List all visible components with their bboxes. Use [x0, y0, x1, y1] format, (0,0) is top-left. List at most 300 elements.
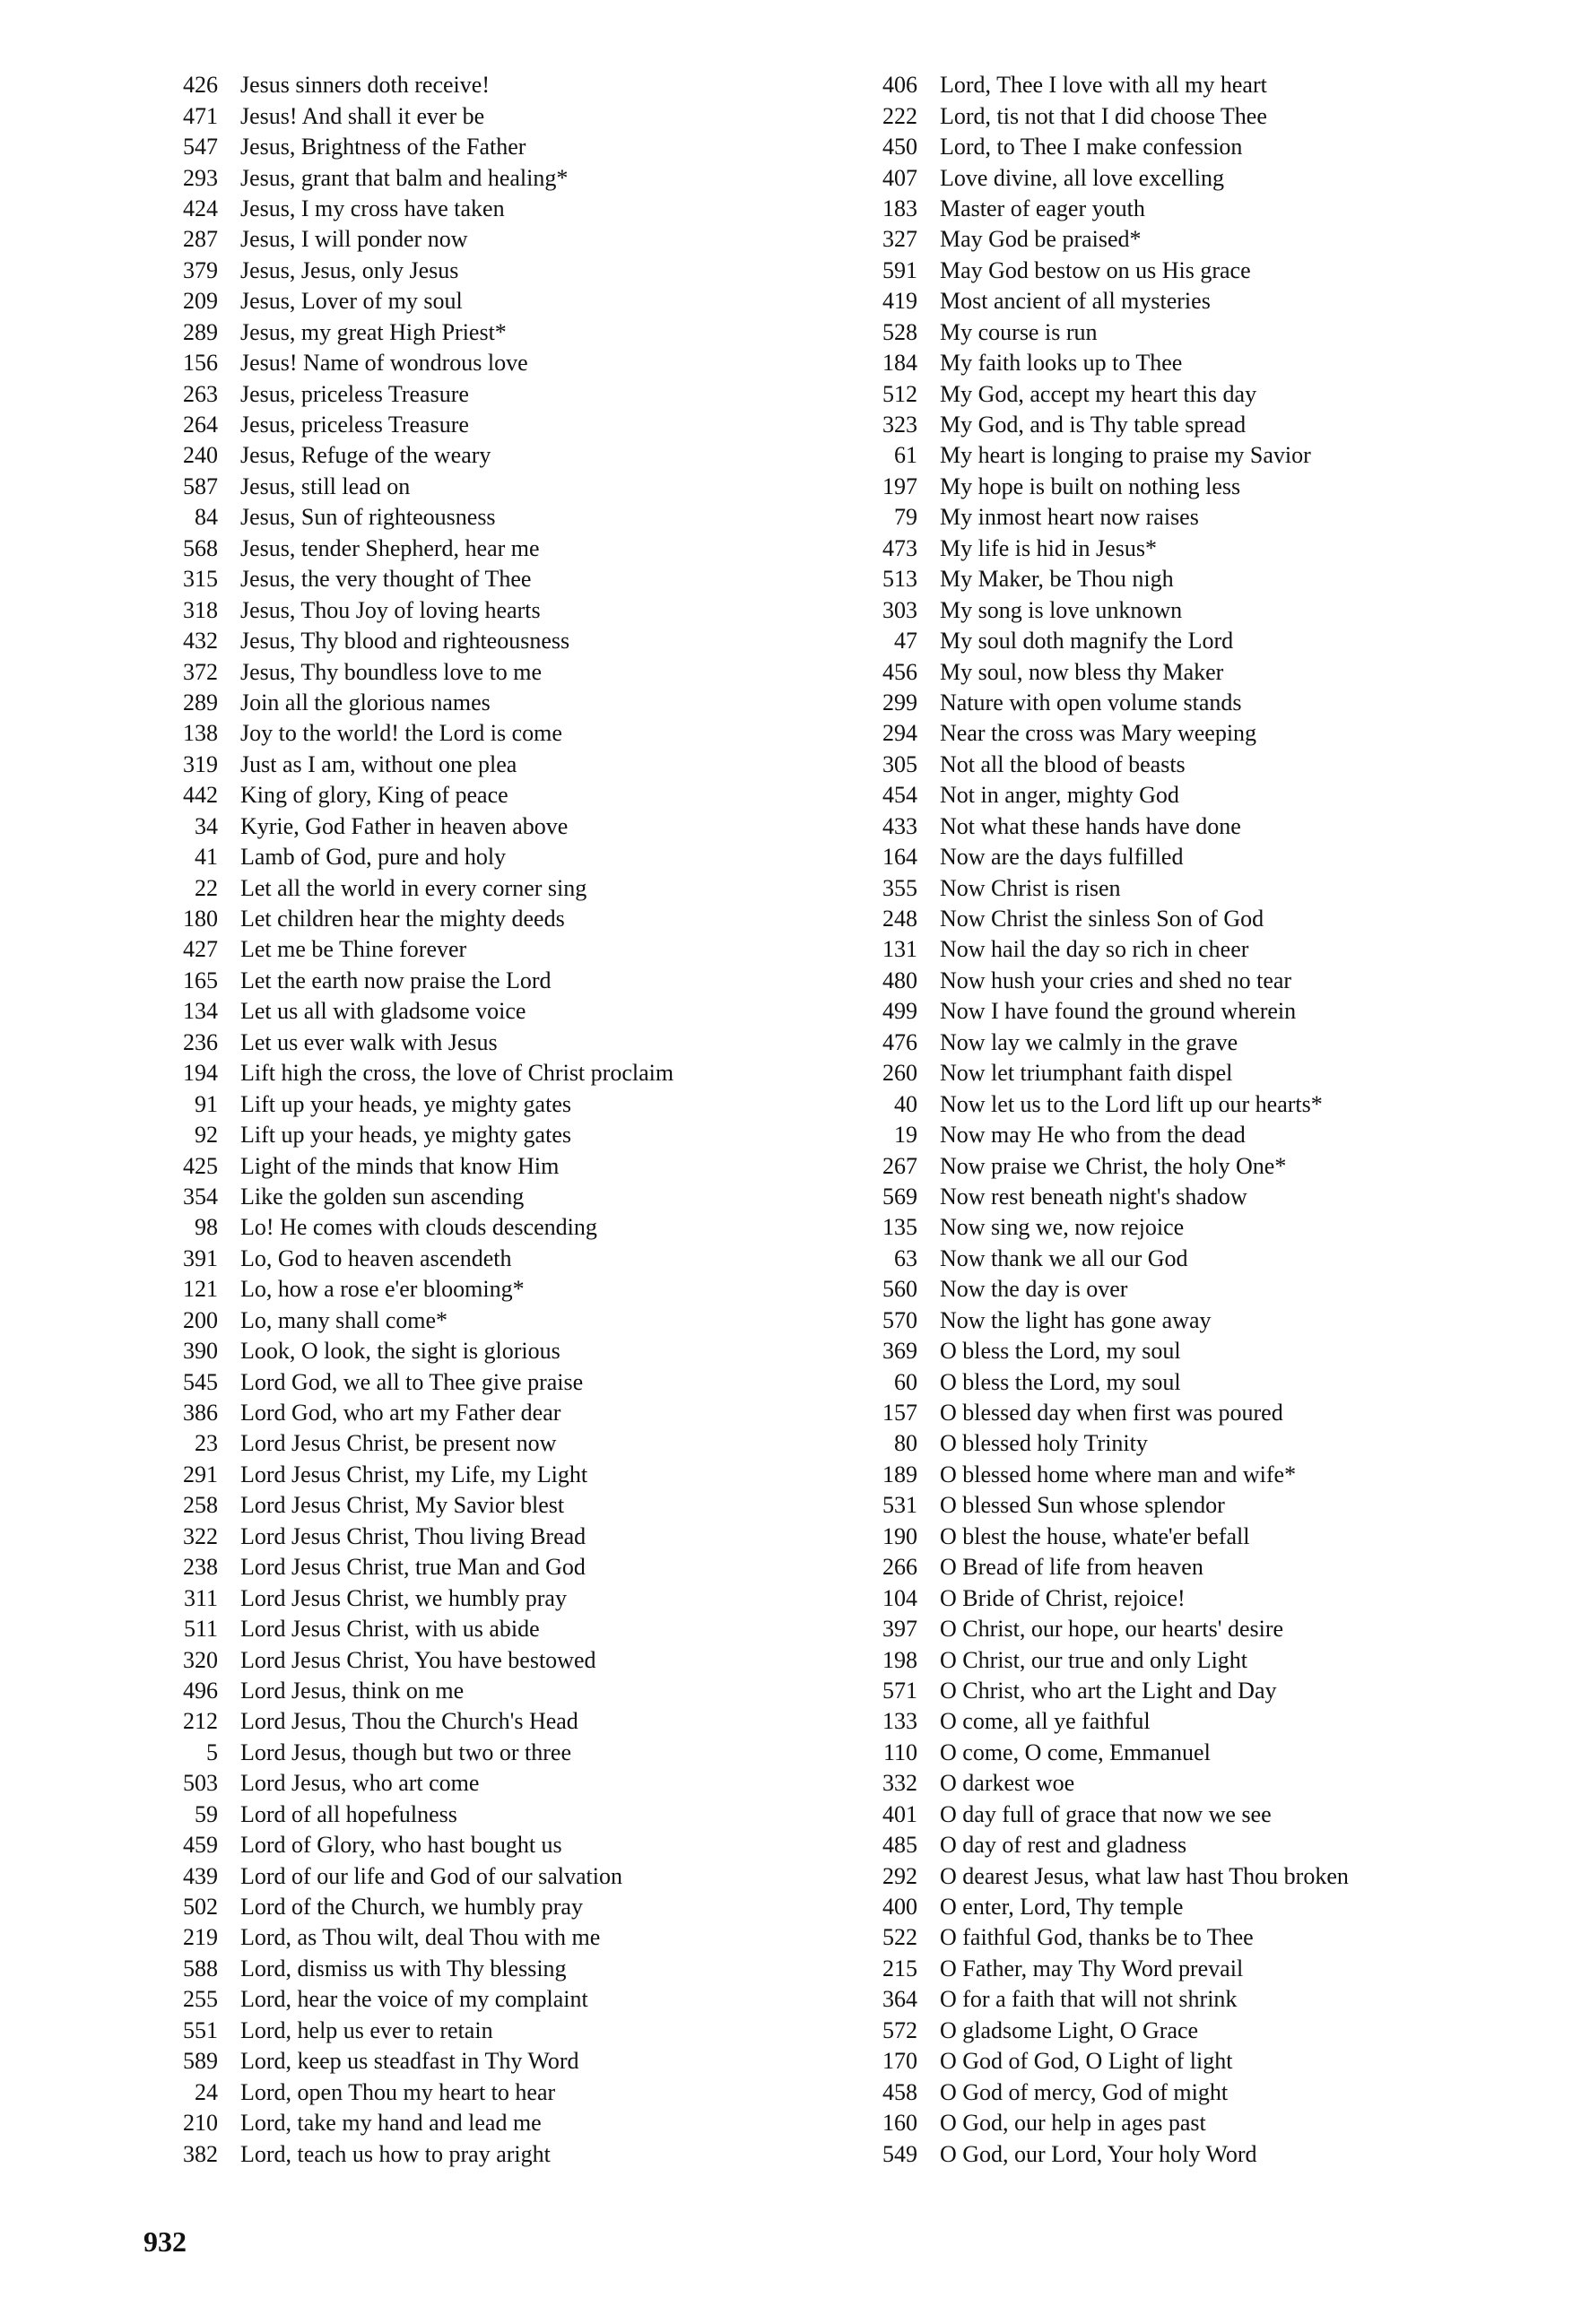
- hymn-entry: [151, 410, 832, 440]
- hymn-title: O blessed day when first was poured: [940, 1400, 1283, 1426]
- hymn-entry: [151, 872, 832, 903]
- hymn-title: My soul doth magnify the Lord: [940, 628, 1234, 655]
- hymn-entry: [151, 1336, 832, 1366]
- hymn-entry: [151, 1120, 832, 1150]
- hymn-entry: [151, 378, 832, 409]
- hymn-title: Lord, hear the voice of my complaint: [240, 1986, 588, 2013]
- hymn-number: 419: [882, 288, 917, 315]
- hymn-title: Jesus, I will ponder now: [240, 226, 468, 253]
- hymn-entry: [151, 1182, 832, 1212]
- hymn-title: O blest the house, whate'er befall: [940, 1522, 1250, 1549]
- hymn-number: 91: [195, 1090, 218, 1117]
- hymn-title: Lo! He comes with clouds descending: [240, 1214, 597, 1241]
- hymn-title: Light of the minds that know Him: [240, 1152, 560, 1179]
- hymn-number: 180: [183, 906, 218, 932]
- hymn-number: 315: [183, 566, 218, 593]
- hymn-title: Jesus, Thou Joy of loving hearts: [240, 596, 541, 623]
- hymn-title: Now let us to the Lord lift up our hearts*: [940, 1090, 1323, 1117]
- hymn-number: 248: [882, 906, 917, 932]
- hymn-entry: [151, 2077, 832, 2107]
- hymn-entry: [151, 1460, 832, 1490]
- hymn-entry: [151, 996, 832, 1027]
- hymn-number: 236: [183, 1028, 218, 1055]
- hymn-number: 258: [183, 1492, 218, 1519]
- hymn-entry: [850, 966, 1568, 996]
- hymn-number: 200: [183, 1306, 218, 1333]
- hymn-entry: [850, 1182, 1568, 1212]
- hymn-entry: [850, 564, 1568, 594]
- hymn-entry: [151, 750, 832, 780]
- hymn-title: Now I have found the ground wherein: [940, 998, 1297, 1025]
- hymn-entry: [850, 1706, 1568, 1737]
- hymn-entry: [151, 1799, 832, 1830]
- hymn-title: Jesus, Sun of righteousness: [240, 504, 496, 531]
- hymn-entry: [151, 1644, 832, 1675]
- hymn-title: Lord Jesus Christ, be present now: [240, 1430, 557, 1457]
- hymn-number: 104: [882, 1584, 917, 1611]
- hymn-number: 587: [183, 473, 218, 499]
- hymn-title: Lift up your heads, ye mighty gates: [240, 1090, 571, 1117]
- hymn-number: 59: [195, 1800, 218, 1827]
- hymn-entry: [850, 1984, 1568, 2015]
- hymn-title: My course is run: [940, 318, 1098, 345]
- hymn-entry: [850, 533, 1568, 564]
- hymn-title: Lord Jesus Christ, Thou living Bread: [240, 1522, 586, 1549]
- hymn-entry: [151, 626, 832, 656]
- hymn-number: 401: [882, 1800, 917, 1827]
- hymn-number: 164: [882, 844, 917, 871]
- hymn-number: 305: [882, 750, 917, 777]
- hymn-number: 190: [882, 1522, 917, 1549]
- hymn-title: O come, O come, Emmanuel: [940, 1739, 1211, 1765]
- hymn-title: Master of eager youth: [940, 195, 1145, 221]
- hymn-title: Just as I am, without one plea: [240, 750, 517, 777]
- hymn-number: 407: [882, 164, 917, 191]
- hymn-number: 5: [206, 1739, 218, 1765]
- hymn-title: Now hush your cries and shed no tear: [940, 967, 1292, 993]
- hymn-entry: [850, 1088, 1568, 1119]
- hymn-entry: [151, 1860, 832, 1891]
- hymn-number: 260: [882, 1060, 917, 1087]
- hymn-entry: [850, 1212, 1568, 1243]
- hymn-number: 354: [183, 1183, 218, 1210]
- hymn-title: Let all the world in every corner sing: [240, 874, 587, 901]
- hymn-number: 390: [183, 1338, 218, 1365]
- hymn-entry: [850, 1336, 1568, 1366]
- hymn-number: 571: [882, 1677, 917, 1704]
- hymn-title: Lord, as Thou wilt, deal Thou with me: [240, 1924, 601, 1951]
- hymn-title: My Maker, be Thou nigh: [940, 566, 1174, 593]
- hymn-number: 589: [183, 2048, 218, 2075]
- hymn-number: 320: [183, 1646, 218, 1673]
- hymn-title: Look, O look, the sight is glorious: [240, 1338, 560, 1365]
- hymn-entry: [151, 2016, 832, 2046]
- hymn-entry: [151, 1984, 832, 2015]
- hymn-number: 110: [882, 1739, 917, 1765]
- hymn-title: Let children hear the mighty deeds: [240, 906, 565, 932]
- hymn-title: Near the cross was Mary weeping: [940, 720, 1257, 747]
- hymn-entry: [850, 718, 1568, 749]
- hymn-entry: [850, 2046, 1568, 2077]
- hymn-number: 513: [882, 566, 917, 593]
- hymn-number: 471: [183, 102, 218, 129]
- hymn-number: 134: [183, 998, 218, 1025]
- hymn-title: Lord of our life and God of our salvation: [240, 1862, 623, 1889]
- hymn-title: Lord, tis not that I did choose Thee: [940, 102, 1267, 129]
- hymn-number: 311: [183, 1584, 218, 1611]
- hymn-entry: [850, 688, 1568, 718]
- hymn-title: My faith looks up to Thee: [940, 350, 1183, 377]
- hymn-number: 426: [183, 72, 218, 99]
- hymn-title: Lo, how a rose e'er blooming*: [240, 1276, 525, 1303]
- hymn-number: 34: [195, 812, 218, 839]
- hymn-title: My song is love unknown: [940, 596, 1183, 623]
- hymn-entry: [850, 70, 1568, 100]
- hymn-number: 222: [882, 102, 917, 129]
- hymn-number: 184: [882, 350, 917, 377]
- hymn-title: May God bestow on us His grace: [940, 256, 1251, 283]
- hymn-entry: [850, 1522, 1568, 1552]
- hymn-title: Lord Jesus Christ, You have bestowed: [240, 1646, 596, 1673]
- hymn-number: 183: [882, 195, 917, 221]
- hymn-number: 165: [183, 967, 218, 993]
- hymn-number: 263: [183, 380, 218, 407]
- hymn-title: O day of rest and gladness: [940, 1832, 1187, 1859]
- hymn-number: 568: [183, 534, 218, 561]
- hymn-number: 528: [882, 318, 917, 345]
- hymn-entry: [151, 1244, 832, 1274]
- hymn-entry: [850, 1614, 1568, 1644]
- hymn-title: Lord, help us ever to retain: [240, 2016, 493, 2043]
- hymn-number: 198: [882, 1646, 917, 1673]
- hymn-title: O God of God, O Light of light: [940, 2048, 1233, 2075]
- hymn-entry: [151, 256, 832, 286]
- hymn-title: My God, and is Thy table spread: [940, 412, 1247, 438]
- hymn-entry: [850, 1058, 1568, 1088]
- hymn-entry: [151, 2046, 832, 2077]
- hymn-title: O bless the Lord, my soul: [940, 1338, 1181, 1365]
- hymn-number: 292: [882, 1862, 917, 1889]
- hymn-title: O Christ, our true and only Light: [940, 1646, 1248, 1673]
- hymn-title: Join all the glorious names: [240, 689, 491, 715]
- hymn-title: Let me be Thine forever: [240, 936, 467, 963]
- hymn-number: 47: [894, 628, 917, 655]
- hymn-title: Lift high the cross, the love of Christ proclaim: [240, 1060, 674, 1087]
- hymn-title: Jesus, priceless Treasure: [240, 380, 469, 407]
- hymn-number: 480: [882, 967, 917, 993]
- hymn-number: 160: [882, 2110, 917, 2137]
- hymn-entry: [850, 1583, 1568, 1613]
- hymn-title: Lord Jesus, Thou the Church's Head: [240, 1708, 578, 1735]
- hymn-title: Now Christ is risen: [940, 874, 1121, 901]
- hymn-number: 41: [195, 844, 218, 871]
- hymn-entry: [151, 811, 832, 842]
- hymn-number: 473: [882, 534, 917, 561]
- hymn-entry: [151, 533, 832, 564]
- hymn-entry: [850, 2108, 1568, 2138]
- hymn-title: Lord, dismiss us with Thy blessing: [240, 1955, 567, 1981]
- hymn-title: O Christ, who art the Light and Day: [940, 1677, 1277, 1704]
- hymn-title: Jesus, still lead on: [240, 473, 411, 499]
- hymn-number: 98: [195, 1214, 218, 1241]
- hymn-number: 454: [882, 782, 917, 809]
- hymn-title: Lord God, who art my Father dear: [240, 1400, 561, 1426]
- hymn-entry: [151, 1490, 832, 1521]
- hymn-number: 156: [183, 350, 218, 377]
- hymn-title: Jesus, Lover of my soul: [240, 288, 463, 315]
- hymn-title: O enter, Lord, Thy temple: [940, 1894, 1184, 1921]
- hymn-number: 79: [894, 504, 917, 531]
- hymn-title: Jesus sinners doth receive!: [240, 72, 490, 99]
- hymn-title: O for a faith that will not shrink: [940, 1986, 1238, 2013]
- hymn-entry: [850, 1644, 1568, 1675]
- hymn-entry: [850, 1490, 1568, 1521]
- hymn-number: 194: [183, 1060, 218, 1087]
- hymn-entry: [151, 1305, 832, 1336]
- hymn-entry: [151, 502, 832, 533]
- hymn-title: O faithful God, thanks be to Thee: [940, 1924, 1254, 1951]
- hymn-entry: [850, 996, 1568, 1027]
- hymn-title: My God, accept my heart this day: [940, 380, 1257, 407]
- hymn-number: 379: [183, 256, 218, 283]
- hymn-entry: [850, 1028, 1568, 1058]
- hymn-entry: [850, 2077, 1568, 2107]
- hymn-number: 212: [183, 1708, 218, 1735]
- hymn-number: 560: [882, 1276, 917, 1303]
- hymn-title: Lord, open Thou my heart to hear: [240, 2078, 556, 2105]
- hymn-number: 60: [894, 1368, 917, 1395]
- hymn-title: O bless the Lord, my soul: [940, 1368, 1181, 1395]
- hymn-title: Let us all with gladsome voice: [240, 998, 526, 1025]
- hymn-number: 456: [882, 658, 917, 685]
- hymn-entry: [850, 594, 1568, 625]
- hymn-entry: [850, 1954, 1568, 1984]
- hymn-title: Lord Jesus Christ, my Life, my Light: [240, 1461, 588, 1487]
- hymn-number: 549: [882, 2140, 917, 2167]
- hymn-number: 531: [882, 1492, 917, 1519]
- hymn-title: Jesus, Thy boundless love to me: [240, 658, 543, 685]
- hymn-entry: [850, 1274, 1568, 1305]
- hymn-title: Lord, to Thee I make confession: [940, 134, 1243, 160]
- hymn-entry: [151, 1058, 832, 1088]
- hymn-number: 400: [882, 1894, 917, 1921]
- hymn-number: 61: [894, 442, 917, 469]
- hymn-number: 502: [183, 1894, 218, 1921]
- hymn-title: Jesus, Brightness of the Father: [240, 134, 526, 160]
- hymn-entry: [151, 1954, 832, 1984]
- hymn-number: 210: [183, 2110, 218, 2137]
- hymn-number: 215: [882, 1955, 917, 1981]
- hymn-title: Lord, Thee I love with all my heart: [940, 72, 1267, 99]
- hymn-number: 499: [882, 998, 917, 1025]
- hymn-title: Lord of all hopefulness: [240, 1800, 457, 1827]
- hymn-title: Now sing we, now rejoice: [940, 1214, 1185, 1241]
- hymn-number: 266: [882, 1554, 917, 1581]
- hymn-title: Now hail the day so rich in cheer: [940, 936, 1249, 963]
- hymn-entry: [850, 1398, 1568, 1428]
- hymn-title: Now may He who from the dead: [940, 1122, 1246, 1149]
- hymn-entry: [850, 162, 1568, 193]
- hymn-number: 369: [882, 1338, 917, 1365]
- hymn-entry: [850, 502, 1568, 533]
- hymn-entry: [151, 286, 832, 317]
- hymn-entry: [151, 1212, 832, 1243]
- hymn-title: My soul, now bless thy Maker: [940, 658, 1224, 685]
- hymn-title: O blessed holy Trinity: [940, 1430, 1148, 1457]
- hymn-entry: [850, 904, 1568, 934]
- hymn-entry: [151, 348, 832, 378]
- hymn-entry: [151, 1830, 832, 1860]
- hymn-title: King of glory, King of peace: [240, 782, 508, 809]
- hymn-entry: [850, 656, 1568, 687]
- hymn-entry: [850, 440, 1568, 471]
- hymn-number: 459: [183, 1832, 218, 1859]
- hymn-number: 189: [882, 1461, 917, 1487]
- hymn-number: 23: [195, 1430, 218, 1457]
- hymn-title: Not all the blood of beasts: [940, 750, 1186, 777]
- hymn-number: 588: [183, 1955, 218, 1981]
- hymn-entry: [151, 440, 832, 471]
- hymn-entry: [850, 2138, 1568, 2169]
- hymn-entry: [850, 1738, 1568, 1768]
- hymn-title: Lord Jesus Christ, true Man and God: [240, 1554, 586, 1581]
- hymn-entry: [151, 1552, 832, 1583]
- hymn-number: 323: [882, 412, 917, 438]
- hymn-entry: [151, 1398, 832, 1428]
- hymn-number: 433: [882, 812, 917, 839]
- hymn-title: Lo, many shall come*: [240, 1306, 448, 1333]
- hymn-entry: [850, 224, 1568, 255]
- hymn-entry: [151, 904, 832, 934]
- hymn-title: O come, all ye faithful: [940, 1708, 1151, 1735]
- hymn-title: Lord Jesus Christ, with us abide: [240, 1616, 540, 1643]
- hymn-entry: [151, 1028, 832, 1058]
- hymn-entry: [850, 317, 1568, 348]
- hymn-number: 569: [882, 1183, 917, 1210]
- hymn-title: Kyrie, God Father in heaven above: [240, 812, 569, 839]
- hymn-number: 138: [183, 720, 218, 747]
- hymn-title: Jesus! Name of wondrous love: [240, 350, 528, 377]
- hymn-title: Lift up your heads, ye mighty gates: [240, 1122, 571, 1149]
- hymn-number: 289: [183, 689, 218, 715]
- hymn-entry: [850, 811, 1568, 842]
- hymn-title: Lord Jesus Christ, we humbly pray: [240, 1584, 567, 1611]
- hymn-entry: [850, 256, 1568, 286]
- hymn-title: Lord of Glory, who hast bought us: [240, 1832, 562, 1859]
- hymn-title: O Bread of life from heaven: [940, 1554, 1203, 1581]
- hymn-number: 135: [882, 1214, 917, 1241]
- hymn-number: 391: [183, 1244, 218, 1271]
- hymn-number: 512: [882, 380, 917, 407]
- hymn-number: 24: [195, 2078, 218, 2105]
- hymn-number: 267: [882, 1152, 917, 1179]
- hymn-title: Love divine, all love excelling: [940, 164, 1224, 191]
- hymn-title: O day full of grace that now we see: [940, 1800, 1272, 1827]
- hymn-title: Now praise we Christ, the holy One*: [940, 1152, 1287, 1179]
- hymn-number: 293: [183, 164, 218, 191]
- hymn-title: Joy to the world! the Lord is come: [240, 720, 562, 747]
- hymn-entry: [850, 100, 1568, 131]
- hymn-title: Jesus, priceless Treasure: [240, 412, 469, 438]
- hymn-number: 291: [183, 1461, 218, 1487]
- hymn-entry: [850, 1120, 1568, 1150]
- hymn-number: 545: [183, 1368, 218, 1395]
- hymn-entry: [850, 286, 1568, 317]
- hymn-title: Lamb of God, pure and holy: [240, 844, 507, 871]
- hymn-entry: [850, 842, 1568, 872]
- hymn-number: 157: [882, 1400, 917, 1426]
- hymn-number: 133: [882, 1708, 917, 1735]
- hymn-number: 476: [882, 1028, 917, 1055]
- hymn-title: Jesus! And shall it ever be: [240, 102, 485, 129]
- hymn-entry: [151, 132, 832, 162]
- hymn-number: 332: [882, 1770, 917, 1797]
- hymn-title: Not what these hands have done: [940, 812, 1241, 839]
- hymn-entry: [850, 378, 1568, 409]
- hymn-number: 294: [882, 720, 917, 747]
- hymn-title: My inmost heart now raises: [940, 504, 1199, 531]
- hymn-entry: [850, 1552, 1568, 1583]
- hymn-number: 197: [882, 473, 917, 499]
- hymn-number: 209: [183, 288, 218, 315]
- hymn-title: My hope is built on nothing less: [940, 473, 1241, 499]
- hymn-entry: [151, 1892, 832, 1922]
- hymn-entry: [850, 626, 1568, 656]
- hymn-number: 382: [183, 2140, 218, 2167]
- hymn-title: Jesus, tender Shepherd, hear me: [240, 534, 540, 561]
- hymn-title: Not in anger, mighty God: [940, 782, 1179, 809]
- hymn-entry: [151, 1583, 832, 1613]
- hymn-number: 170: [882, 2048, 917, 2075]
- hymn-entry: [151, 1768, 832, 1799]
- hymn-title: O darkest woe: [940, 1770, 1075, 1797]
- hymn-entry: [850, 1799, 1568, 1830]
- hymn-title: Most ancient of all mysteries: [940, 288, 1211, 315]
- hymn-entry: [151, 1614, 832, 1644]
- hymn-title: Lord Jesus, think on me: [240, 1677, 465, 1704]
- hymn-title: Jesus, I my cross have taken: [240, 195, 505, 221]
- hymn-title: Now rest beneath night's shadow: [940, 1183, 1247, 1210]
- hymn-number: 551: [183, 2016, 218, 2043]
- hymn-number: 406: [882, 72, 917, 99]
- hymn-number: 547: [183, 134, 218, 160]
- hymn-title: Nature with open volume stands: [940, 689, 1242, 715]
- hymn-title: Jesus, Thy blood and righteousness: [240, 628, 570, 655]
- hymn-number: 364: [882, 1986, 917, 2013]
- hymn-entry: [850, 1150, 1568, 1181]
- hymn-entry: [850, 1305, 1568, 1336]
- hymn-entry: [151, 194, 832, 224]
- hymn-number: 432: [183, 628, 218, 655]
- hymn-entry: [850, 1460, 1568, 1490]
- hymn-entry: [850, 1366, 1568, 1397]
- hymn-number: 355: [882, 874, 917, 901]
- hymn-entry: [850, 1922, 1568, 1953]
- hymn-entry: [850, 410, 1568, 440]
- hymn-number: 372: [183, 658, 218, 685]
- hymn-entry: [850, 348, 1568, 378]
- hymn-title: O Bride of Christ, rejoice!: [940, 1584, 1186, 1611]
- hymn-entry: [151, 1922, 832, 1953]
- hymn-entry: [850, 472, 1568, 502]
- hymn-number: 570: [882, 1306, 917, 1333]
- hymn-entry: [151, 2108, 832, 2138]
- hymn-number: 92: [195, 1122, 218, 1149]
- hymn-number: 264: [183, 412, 218, 438]
- hymn-entry: [850, 1830, 1568, 1860]
- hymn-index-right-column: [850, 70, 1568, 2170]
- hymn-entry: [151, 100, 832, 131]
